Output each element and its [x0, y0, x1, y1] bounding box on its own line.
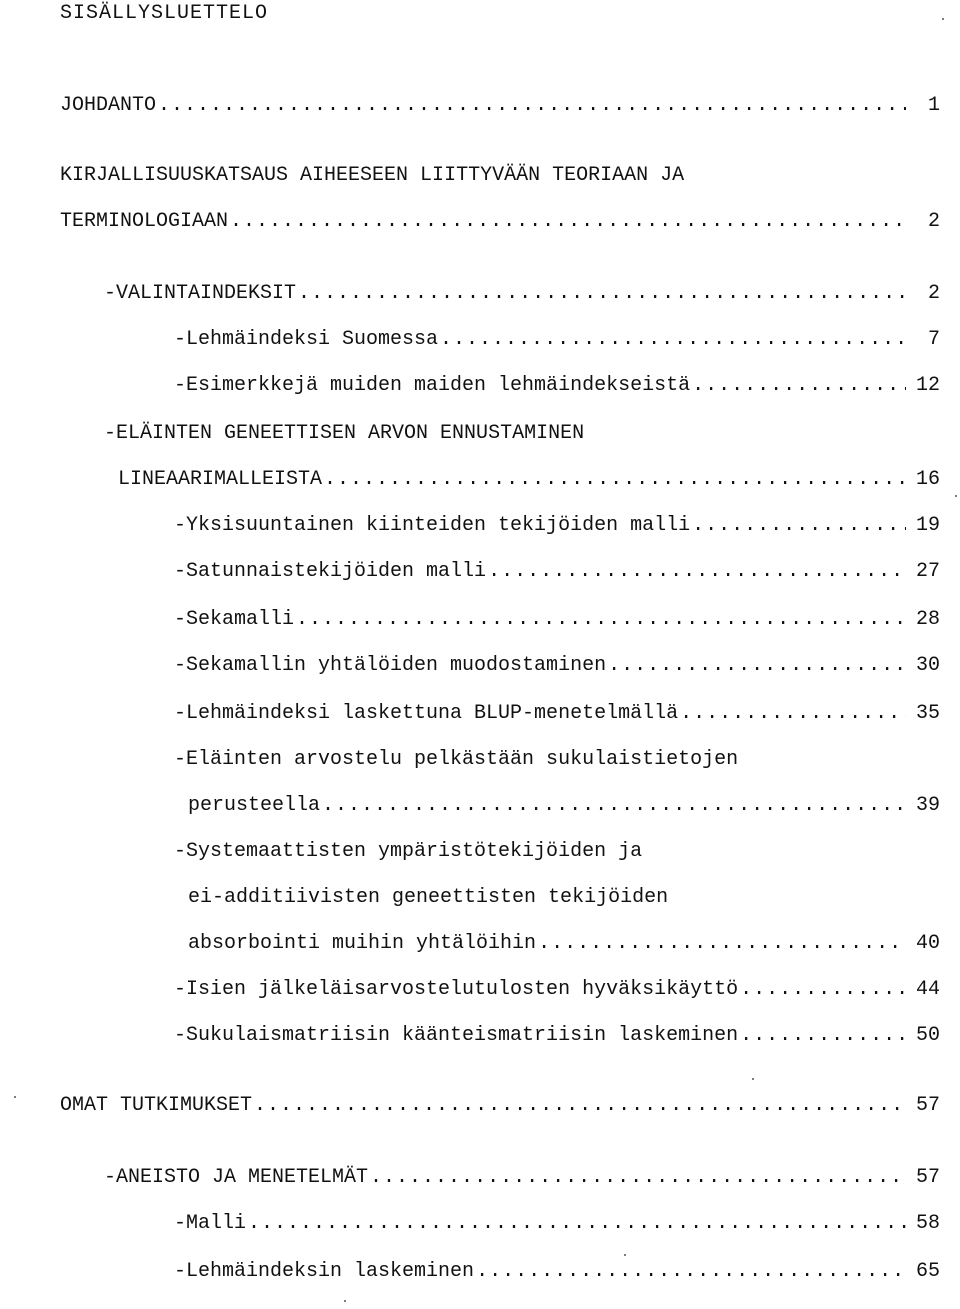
- toc-page-number: 28: [915, 608, 940, 631]
- dot-leader: [322, 792, 906, 820]
- toc-entry-omat-tutkimukset: [60, 1092, 940, 1120]
- dot-leader: [248, 1210, 906, 1238]
- toc-page-number: 19: [915, 514, 940, 537]
- dot-leader: [254, 1092, 906, 1120]
- toc-entry-sekamalli: [174, 606, 940, 634]
- toc-page-number: 27: [915, 560, 940, 583]
- dot-leader: [692, 372, 906, 400]
- toc-entry-esimerkkeja: [174, 372, 940, 400]
- toc-entry-label: -Malli: [174, 1212, 247, 1235]
- dot-leader: [296, 606, 906, 634]
- scan-speck: [752, 1078, 754, 1080]
- dot-leader: [298, 280, 906, 308]
- toc-entry-label: -Sukulaismatriisin käänteismatriisin laskeminen: [174, 1024, 739, 1047]
- toc-entry-label: TERMINOLOGIAAN: [60, 210, 229, 233]
- toc-entry-perusteella: [188, 792, 940, 820]
- scan-speck: [955, 495, 957, 497]
- toc-entry-label: -Lehmäindeksin laskeminen: [174, 1260, 475, 1283]
- toc-page-number: 2: [927, 282, 940, 305]
- toc-entry-kirjallisuuskatsaus: [60, 208, 940, 236]
- toc-entry-label: -Isien jälkeläisarvostelutulosten hyväksikäyttö: [174, 978, 739, 1001]
- toc-entry-label: JOHDANTO: [60, 94, 157, 117]
- toc-entry-lineaarimalleista: [118, 466, 940, 494]
- dot-leader: [680, 700, 906, 728]
- dot-leader: [740, 1022, 906, 1050]
- toc-entry-johdanto: [60, 92, 940, 120]
- toc-entry-label: -VALINTAINDEKSIT: [104, 282, 297, 305]
- dot-leader: [324, 466, 906, 494]
- toc-entry-label: -Lehmäindeksi laskettuna BLUP-menetelmällä: [174, 702, 679, 725]
- toc-entry-lehmaindeksin-laskeminen: [174, 1258, 940, 1286]
- toc-page-number: 57: [915, 1166, 940, 1189]
- toc-page-number: 39: [915, 794, 940, 817]
- dot-leader: [740, 976, 906, 1004]
- toc-entry-satunnaistekijoiden: [174, 558, 940, 586]
- dot-leader: [608, 652, 906, 680]
- toc-entry-sekamallin-yhtaloiden: [174, 652, 940, 680]
- toc-page-number: 57: [915, 1094, 940, 1117]
- dot-leader: [370, 1164, 906, 1192]
- toc-entry-malli: [174, 1210, 940, 1238]
- toc-entry-valintaindeksit: [104, 280, 940, 308]
- toc-entry-label: -Yksisuuntainen kiinteiden tekijöiden malli: [174, 514, 691, 537]
- toc-entry-label-line: -Systemaattisten ympäristötekijöiden ja: [174, 840, 643, 863]
- dot-leader: [538, 930, 906, 958]
- toc-entry-aneisto: [104, 1164, 940, 1192]
- scan-speck: [14, 1096, 16, 1098]
- scan-speck: [942, 18, 944, 20]
- dot-leader: [692, 512, 906, 540]
- toc-entry-label: -Lehmäindeksi Suomessa: [174, 328, 439, 351]
- toc-page-number: 50: [915, 1024, 940, 1047]
- toc-entry-label-line: ei-additiivisten geneettisten tekijöiden: [188, 886, 669, 909]
- toc-page-number: 1: [927, 94, 940, 117]
- page-title: SISÄLLYSLUETTELO: [60, 2, 269, 25]
- dot-leader: [488, 558, 906, 586]
- toc-entry-label: -ANEISTO JA MENETELMÄT: [104, 1166, 369, 1189]
- toc-entry-label: -Esimerkkejä muiden maiden lehmäindekseistä: [174, 374, 691, 397]
- toc-entry-label: perusteella: [188, 794, 321, 817]
- dot-leader: [230, 208, 906, 236]
- toc-page-number: 65: [915, 1260, 940, 1283]
- dot-leader: [440, 326, 906, 354]
- toc-entry-label: OMAT TUTKIMUKSET: [60, 1094, 253, 1117]
- toc-entry-label: -Sekamallin yhtälöiden muodostaminen: [174, 654, 607, 677]
- dot-leader: [476, 1258, 906, 1286]
- toc-page-number: 2: [927, 210, 940, 233]
- toc-entry-label-line: -Eläinten arvostelu pelkästään sukulaistietojen: [174, 748, 739, 771]
- toc-entry-absorbointi: [188, 930, 940, 958]
- toc-page-number: 35: [915, 702, 940, 725]
- toc-entry-lehmaindeksi-suomessa: [174, 326, 940, 354]
- scan-speck: [344, 1300, 346, 1302]
- toc-page-number: 44: [915, 978, 940, 1001]
- toc-entry-label: -Satunnaistekijöiden malli: [174, 560, 487, 583]
- toc-entry-sukulaismatriisin: [174, 1022, 940, 1050]
- toc-page-number: 16: [915, 468, 940, 491]
- toc-page-number: 7: [927, 328, 940, 351]
- toc-entry-label: absorbointi muihin yhtälöihin: [188, 932, 537, 955]
- toc-entry-isien: [174, 976, 940, 1004]
- toc-entry-blup: [174, 700, 940, 728]
- dot-leader: [158, 92, 906, 120]
- toc-page-number: 58: [915, 1212, 940, 1235]
- toc-page-number: 40: [915, 932, 940, 955]
- toc-page-number: 30: [915, 654, 940, 677]
- scan-speck: [624, 1254, 626, 1256]
- toc-entry-label-line: KIRJALLISUUSKATSAUS AIHEESEEN LIITTYVÄÄN TEORIAAN JA: [60, 164, 685, 187]
- toc-entry-label: -Sekamalli: [174, 608, 295, 631]
- toc-page-number: 12: [915, 374, 940, 397]
- toc-entry-label-line: -ELÄINTEN GENEETTISEN ARVON ENNUSTAMINEN: [104, 422, 585, 445]
- toc-entry-yksisuuntainen: [174, 512, 940, 540]
- toc-entry-label: LINEAARIMALLEISTA: [118, 468, 323, 491]
